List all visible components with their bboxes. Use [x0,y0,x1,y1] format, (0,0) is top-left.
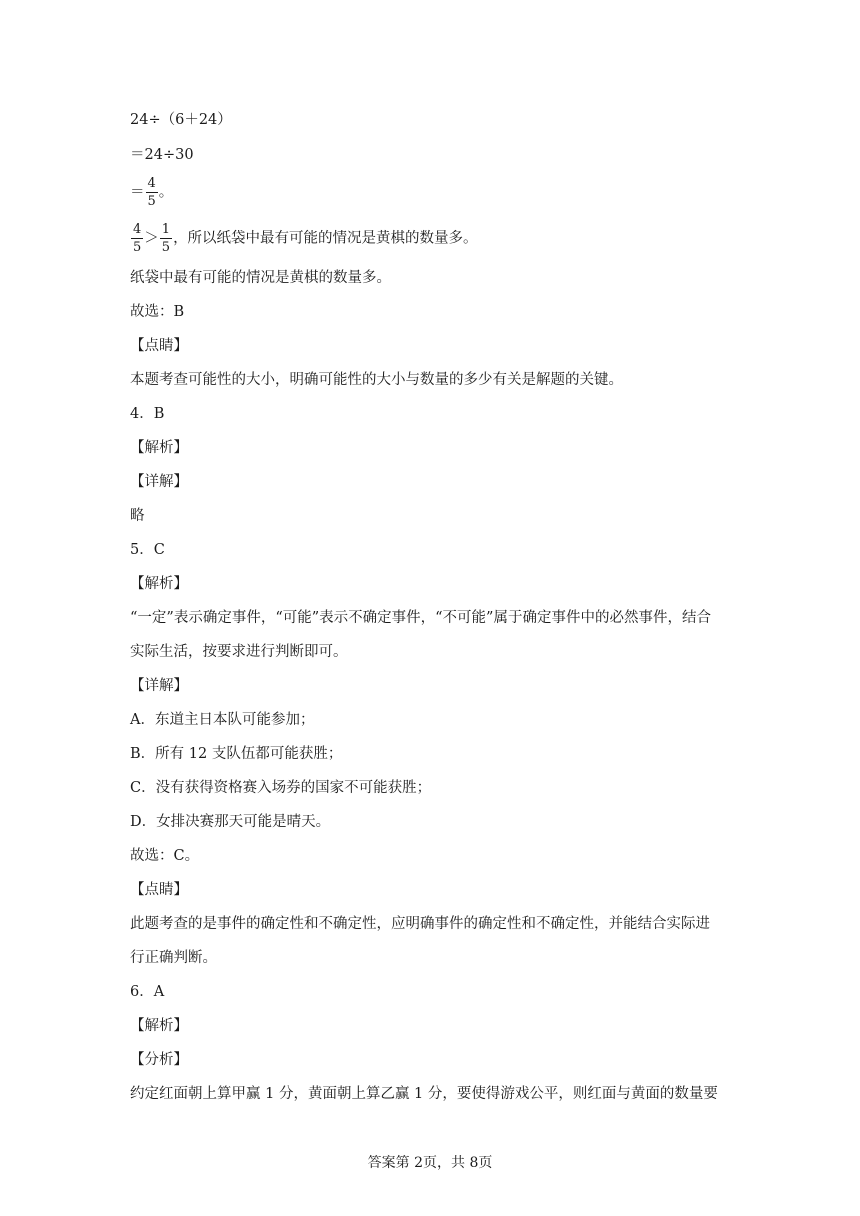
answer-choice: 故选：C。 [130,848,200,864]
comparison-line [130,222,478,255]
conclusion-text: 纸袋中最有可能的情况是黄棋的数量多。 [130,270,391,286]
option-text: C．没有获得资格赛入场券的国家不可能获胜； [130,780,432,796]
fraction-denominator: 5 [147,194,156,209]
question-number: 4．B [130,406,165,422]
equation-line: 24÷（6＋24） [130,112,232,128]
section-heading: 【解析】 [130,1018,188,1034]
fraction-denominator: 5 [161,240,171,255]
period: 。 [158,184,174,201]
equation-line: ＝24÷30 [130,147,194,163]
section-heading: 【解析】 [130,576,188,592]
fraction-numerator: 1 [161,222,171,237]
fraction [131,222,143,255]
section-heading: 【详解】 [130,678,188,694]
equals-sign: ＝ [130,184,145,201]
comparison-text: ，所以纸袋中最有可能的情况是黄棋的数量多。 [173,230,478,247]
paragraph-text: 本题考查可能性的大小，明确可能性的大小与数量的多少有关是解题的关键。 [130,372,623,388]
fraction [160,222,172,255]
fraction-numerator: 4 [147,176,156,191]
paragraph-text: 约定红面朝上算甲赢 1 分，黄面朝上算乙赢 1 分，要使得游戏公平，则红面与黄面的数量要 [130,1086,718,1102]
section-heading: 【分析】 [130,1052,188,1068]
option-text: B．所有 12 支队伍都可能获胜； [130,746,343,762]
paragraph-text: 行正确判断。 [130,950,217,966]
question-number: 5．C [130,542,165,558]
paragraph-text: “一定”表示确定事件，“可能”表示不确定事件，“不可能”属于确定事件中的必然事件，结合 [130,610,711,626]
section-heading: 【点睛】 [130,882,188,898]
section-heading: 【点睛】 [130,338,188,354]
section-heading: 【解析】 [130,440,188,456]
equation-fraction-line [130,176,173,209]
question-number: 6．A [130,984,165,1000]
page-footer: 答案第 2页，共 8页 [367,1155,493,1171]
paragraph-text: 此题考查的是事件的确定性和不确定性，应明确事件的确定性和不确定性，并能结合实际进 [130,916,710,932]
option-text: A．东道主日本队可能参加； [130,712,315,728]
fraction [146,176,158,209]
answer-choice: 故选：B [130,304,185,320]
fraction-numerator: 4 [133,222,142,237]
paragraph-text: 略 [130,508,145,524]
greater-than-sign: ＞ [144,230,159,247]
section-heading: 【详解】 [130,474,188,490]
fraction-denominator: 5 [133,240,142,255]
paragraph-text: 实际生活，按要求进行判断即可。 [130,644,348,660]
option-text: D．女排决赛那天可能是晴天。 [130,814,331,830]
